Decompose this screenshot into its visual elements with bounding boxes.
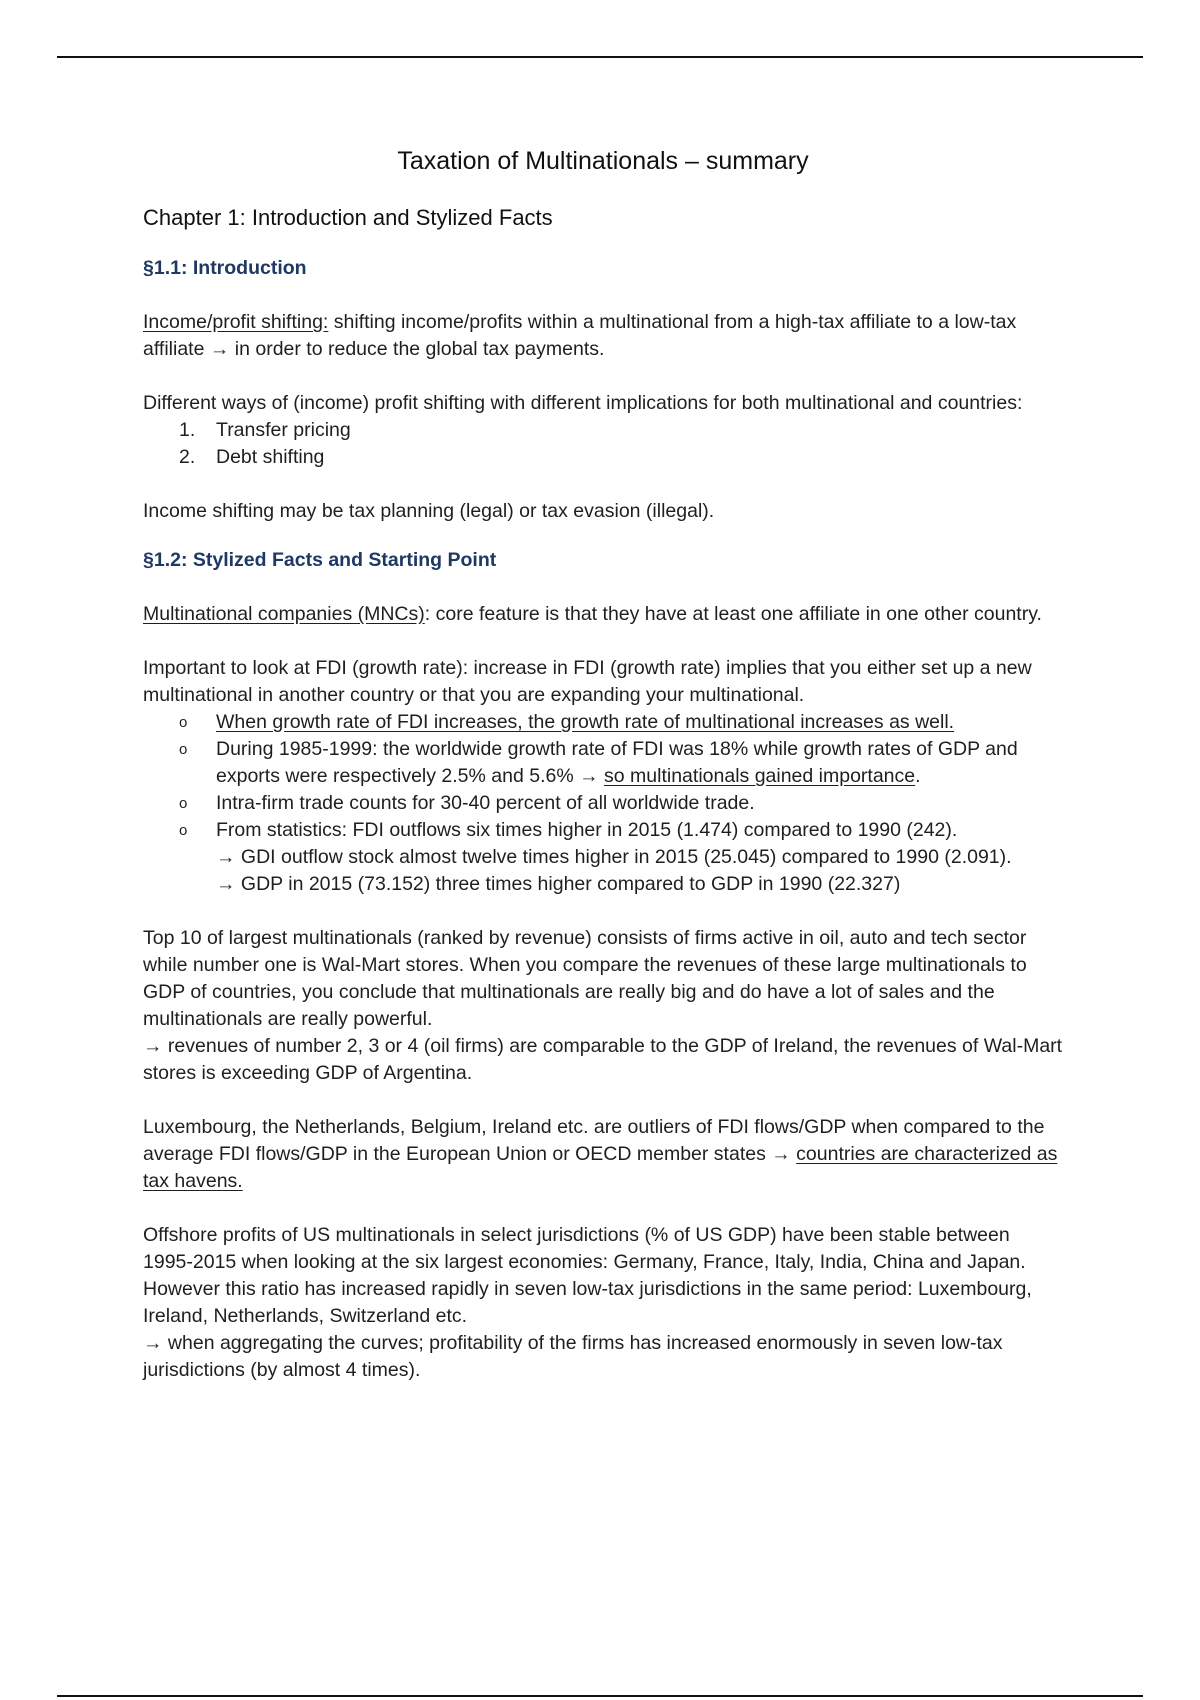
section-heading-1-2: §1.2: Stylized Facts and Starting Point [143,549,497,571]
circle-bullet-icon: o [179,714,188,731]
numbered-list [143,417,1063,471]
list-item: o Intra-firm trade counts for 30-40 percent of all worldwide trade. [179,790,1063,817]
list-item: o During 1985-1999: the worldwide growth rate of FDI was 18% while growth rates of GDP and exports were respectively 2.5% and 5.6% → so multinationals gained importance. [179,736,1063,790]
paragraph-legal-illegal: Income shifting may be tax planning (legal) or tax evasion (illegal). [143,500,715,522]
list-item: 2. Debt shifting [179,446,325,468]
paragraph-top10: Top 10 of largest multinationals (ranked by revenue) consists of firms active in oil, auto and tech sector while number one is Wal-Mart stores. When you compare the revenues of these large multinationals to GDP of countries, you conclude that multinationals are really big and do have a lot of sales and the multinationals are really powerful. → revenues of number 2, 3 or 4 (oil firms) are comparable to the GDP of Ireland, the revenues of Wal-Mart stores is exceeding GDP of Argentina. [143,927,1063,1084]
paragraph-ways-of-shifting: Different ways of (income) profit shifting with different implications for both multinational and countries: [143,392,1023,414]
chapter-heading: Chapter 1: Introduction and Stylized Facts [143,205,553,230]
circle-bullet-icon: o [179,795,188,812]
term-mnc: Multinational companies (MNCs) [143,603,425,625]
bullet-list [143,709,1063,898]
paragraph-fdi: Important to look at FDI (growth rate): increase in FDI (growth rate) implies that you either set up a new multinational in another country or that you are expanding your multinational. [143,657,1032,706]
circle-bullet-icon: o [179,741,188,758]
header-rule [57,56,1143,58]
document-page [143,145,1063,1384]
paragraph-mnc-definition: Multinational companies (MNCs): core feature is that they have at least one affiliate in one other country. [143,603,1042,625]
paragraph-offshore-profits: Offshore profits of US multinationals in select jurisdictions (% of US GDP) have been stable between 1995-2015 when looking at the six largest economies: Germany, France, Italy, India, China and Japan. However this ratio has increased rapidly in seven low-tax jurisdictions in the same period: Luxembourg, Ireland, Netherlands, Switzerland etc. → when aggregating the curves; profitability of the firms has increased enormously in seven low-tax jurisdictions (by almost 4 times). [143,1224,1032,1381]
list-item: o From statistics: FDI outflows six times higher in 2015 (1.474) compared to 1990 (242). → GDI outflow stock almost twelve times higher in 2015 (25.045) compared to 1990 (2.091). → GDP in 2015 (73.152) three times higher compared to GDP in 1990 (22.327) [179,817,1063,898]
paragraph-tax-havens: Luxembourg, the Netherlands, Belgium, Ireland etc. are outliers of FDI flows/GDP when compared to the average FDI flows/GDP in the European Union or OECD member states → countries are characterized as tax havens. [143,1116,1058,1192]
footer-rule [57,1695,1143,1697]
list-item: 1. Transfer pricing [179,419,351,441]
circle-bullet-icon: o [179,822,188,839]
document-title: Taxation of Multinationals – summary [397,147,809,175]
term-income-profit-shifting: Income/profit shifting: [143,311,329,333]
section-heading-1-1: §1.1: Introduction [143,257,307,279]
list-item: o When growth rate of FDI increases, the growth rate of multinational increases as well. [179,709,1063,736]
paragraph-income-shifting: Income/profit shifting: shifting income/profits within a multinational from a high-tax affiliate to a low-tax affiliate → in order to reduce the global tax payments. [143,311,1017,360]
